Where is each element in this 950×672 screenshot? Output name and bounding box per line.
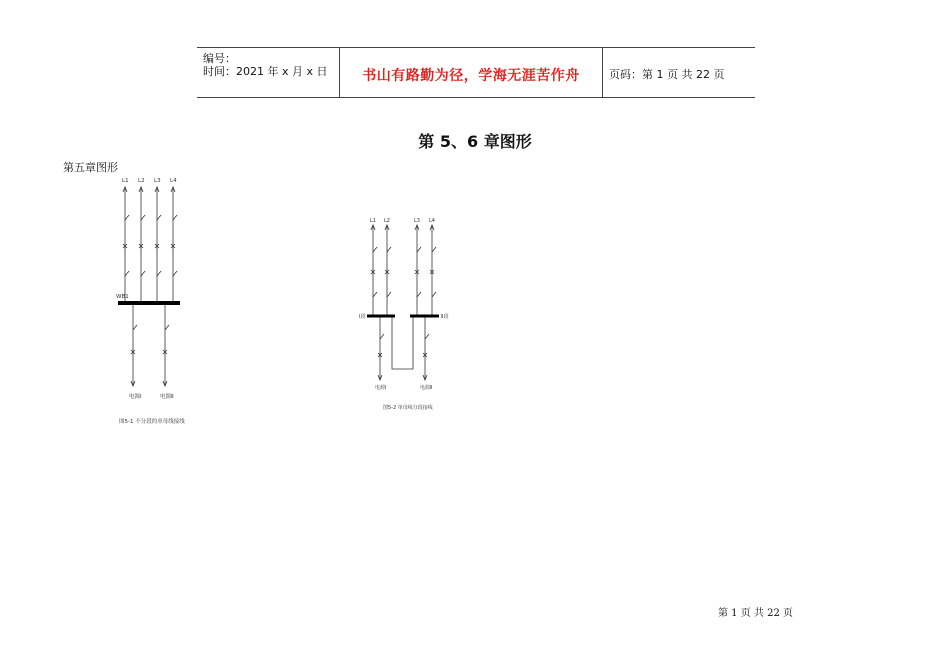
fig2-line-label: L3	[414, 218, 420, 224]
header-motto-cell	[339, 48, 603, 97]
fig2-source-label: 电源Ⅱ	[420, 385, 433, 391]
motto: 书山有路勤为径，学海无涯苦作舟	[362, 68, 580, 84]
fig1-source-label: 电源Ⅱ	[160, 394, 174, 400]
page-footer: 第 1 页 共 22 页	[718, 608, 793, 619]
fig1-source-label: 电源Ⅰ	[129, 394, 142, 400]
number-label: 编号：	[203, 52, 236, 65]
fig1-line-label: L4	[170, 178, 177, 184]
header-meta-cell	[197, 48, 339, 97]
fig2-line-label: L4	[429, 218, 435, 224]
section-label: 第五章图形	[63, 161, 118, 174]
fig2-source-label: 电源Ⅰ	[375, 385, 387, 391]
figure-5-2-diagram	[355, 212, 465, 412]
header-page-cell	[602, 48, 755, 97]
page-title: 第 5、6 章图形	[418, 132, 532, 151]
fig1-line-label: L3	[154, 178, 161, 184]
page-info: 页码：第 1 页 共 22 页	[609, 68, 725, 81]
fig1-line-label: L2	[138, 178, 145, 184]
fig1-busbar-label: WB1	[116, 294, 129, 300]
fig1-caption: 图5-1 不分段的单母线接线	[119, 419, 185, 425]
header-table	[197, 47, 755, 98]
fig2-line-label: L1	[370, 218, 376, 224]
figure-5-1-diagram	[100, 170, 210, 435]
fig2-caption: 图5-2 单母线分段接线	[383, 405, 433, 411]
fig2-line-label: L2	[384, 218, 390, 224]
fig2-section-label: Ⅰ段	[359, 314, 366, 320]
fig2-section-label: Ⅱ段	[441, 314, 449, 320]
time-label: 时间：2021 年 x 月 x 日	[203, 65, 328, 78]
fig1-line-label: L1	[122, 178, 129, 184]
